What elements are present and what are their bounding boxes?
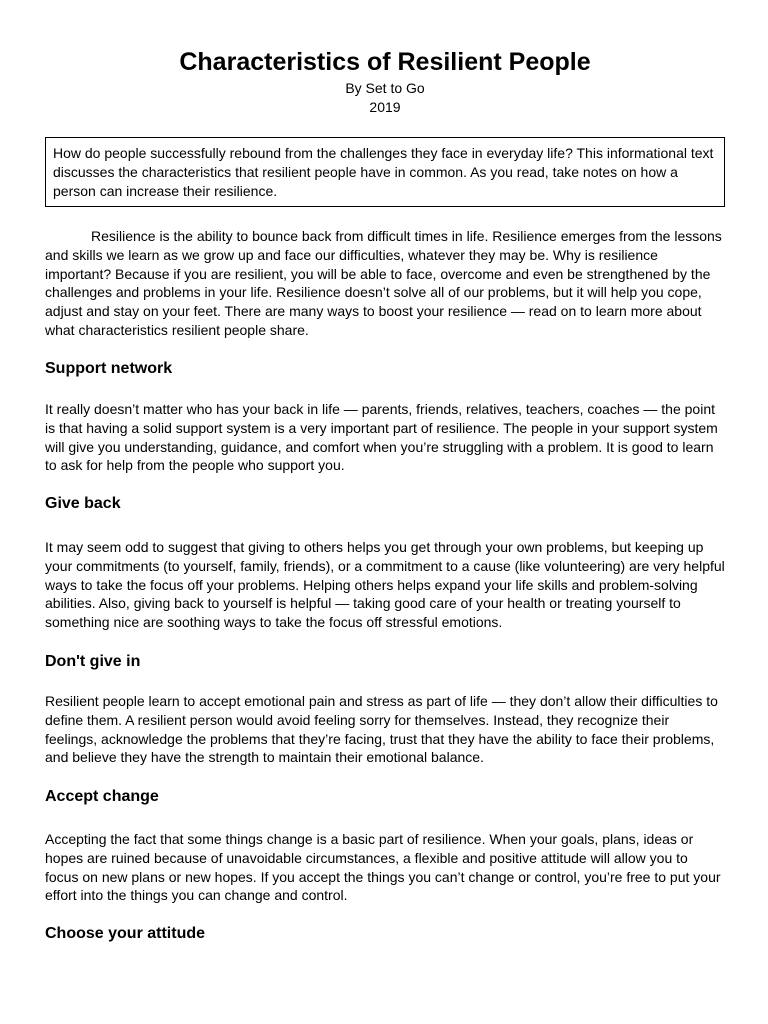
section-heading-accept-change: Accept change <box>45 788 159 805</box>
section-body-support-network: It really doesn’t matter who has your back in life — parents, friends, relatives, teachers, coaches — the point is that having a solid support system is a very important part of resilience. The people in your support system will give you understanding, guidance, and comfort when you’re struggling with a problem. It is good to learn to ask for help from the people who support you. <box>45 401 718 474</box>
section-body-give-back: It may seem odd to suggest that giving to others helps you get through your own problems, but keeping up your commitments (to yourself, family, friends), or a commitment to a cause (like volunteering) are very helpful ways to take the focus off your problems. Helping others helps expand your life skills and problem-solving abilities. Also, giving back to yourself is helpful — taking good care of your health or treating yourself to something nice are soothing ways to take the focus off stressful emotions. <box>45 539 725 631</box>
section-heading-dont-give-in: Don't give in <box>45 653 141 670</box>
section-body-accept-change: Accepting the fact that some things change is a basic part of resilience. When your goals, plans, ideas or hopes are ruined because of unavoidable circumstances, a flexible and positive attitude will allow you to focus on new plans or new hopes. If you accept the things you can’t change or control, you’re free to put your effort into the things you can change and control. <box>45 831 721 904</box>
section-body-dont-give-in: Resilient people learn to accept emotional pain and stress as part of life — they don’t allow their difficulties to define them. A resilient person would avoid feeling sorry for themselves. Instead, they recognize their feelings, acknowledge the problems that they’re facing, trust that they have the ability to face their problems, and believe they have the strength to maintain their emotional balance. <box>45 693 718 766</box>
opening-paragraph: Resilience is the ability to bounce back from difficult times in life. Resilience emerges from the lessons and skills we learn as we grow up and face our difficulties, whatever they may be. Why is resilience important? Because if you are resilient, you will be able to face, overcome and even be strengthened by the challenges and problems in your life. Resilience doesn’t solve all of our problems, but it will help you cope, adjust and stay on your feet. There are many ways to boost your resilience — read on to learn more about what characteristics resilient people share. <box>45 228 722 338</box>
section-heading-support-network: Support network <box>45 360 173 377</box>
page-title: Characteristics of Resilient People <box>179 48 591 76</box>
section-heading-give-back: Give back <box>45 495 121 512</box>
byline: By Set to Go <box>345 80 425 96</box>
publication-year: 2019 <box>369 99 401 115</box>
section-heading-choose-your-attitude: Choose your attitude <box>45 925 206 942</box>
intro-box: How do people successfully rebound from the challenges they face in everyday life? This informational text discusses the characteristics that resilient people have in common. As you read, take notes on how a person can increase their resilience. <box>45 137 725 207</box>
